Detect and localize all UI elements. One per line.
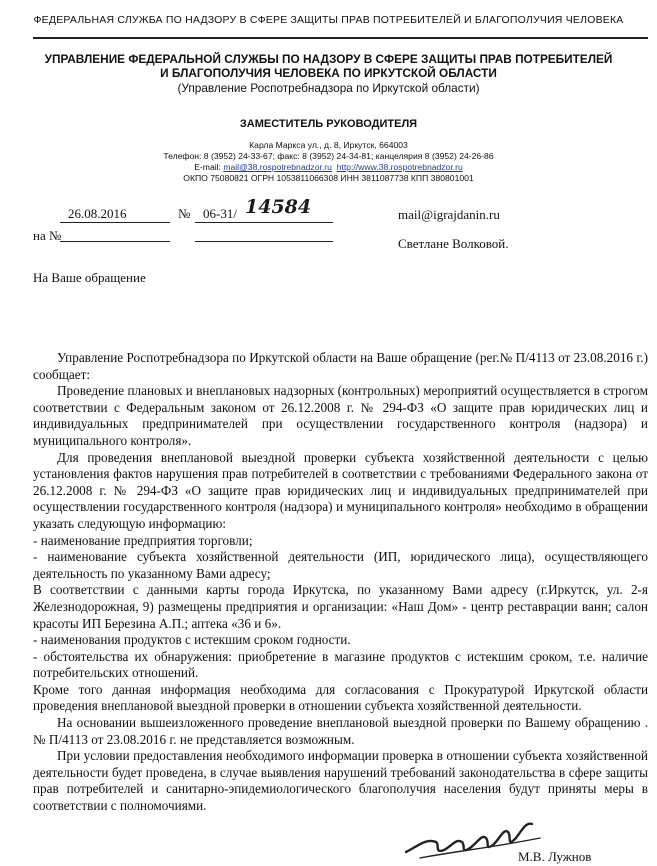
body-paragraph-conclusion: На основании вышеизложенного проведение внеплановой выездной проверки по Вашему обращению .№ П/4113 от 23.08.2016 г. не представляется возможным. (33, 715, 648, 747)
letter-subject: На Ваше обращение (33, 270, 146, 285)
number-underline (195, 222, 333, 223)
ref-date-underline (195, 241, 333, 242)
phones-line: Телефон: 8 (3952) 24-33-67; факс: 8 (3952) 24-34-81; канцелярия 8 (3952) 24-26-86 (163, 151, 494, 161)
letter-body (33, 350, 648, 815)
body-paragraph-legal-basis: Проведение плановых и внеплановых надзорных (контрольных) мероприятий осуществляется в строгом соответствии с Федеральным законом от 26.12.2008 г. № 294-ФЗ «О защите прав юридических лиц и индивидуальных предпринимателей при осуществлении государственного контроля (надзора) и муниципального контроля». (33, 383, 648, 448)
body-paragraph-requirements: Для проведения внеплановой выездной проверки субъекта хозяйственной деятельности с целью установления фактов нарушения прав потребителей в соответствии с требованиями Федерального закона от 26.12.2008 г. № 294-ФЗ «О защите прав юридических лиц и индивидуальных предпринимателей при осуществлении государственного контроля (надзора) и муниципального контроля» необходимо в обращении указать следующую информацию: (33, 449, 648, 531)
body-paragraph-map-data: В соответствии с данными карты города Иркутска, по указанному Вами адресу (г.Иркутск, ул. 2-я Железнодорожная, 9) размещены предприятия и организации: «Наш Дом» - центр реставрации ванн; салон красоты ИП Березина А.П.; аптека «36 и 6». (33, 582, 648, 631)
body-list-item-circumstances: - обстоятельства их обнаружения: приобретение в магазине продуктов с истекшим сроком, т.е. наличие потребительских отношений. (33, 648, 648, 681)
body-paragraph-conditions: При условии предоставления необходимого информации проверка в отношении субъекта хозяйственной деятельности будет проведена, в случае выявления нарушений требований законодательства в сфере защиты прав потребителей и санитарно-эпидемиологического благополучия населения будут приняты меры в соответствии с полномочиями. (33, 748, 648, 814)
reference-label: на № (33, 228, 62, 243)
department-title: ЗАМЕСТИТЕЛЬ РУКОВОДИТЕЛЯ (239, 118, 418, 130)
agency-short-name: (Управление Роспотребнадзора по Иркутской области) (177, 81, 480, 95)
agency-title-line1: УПРАВЛЕНИЕ ФЕДЕРАЛЬНОЙ СЛУЖБЫ ПО НАДЗОРУ В СФЕРЕ ЗАЩИТЫ ПРАВ ПОТРЕБИТЕЛЕЙ (44, 52, 613, 66)
body-list-item-products: - наименования продуктов с истекшим сроком годности. (33, 632, 351, 648)
federal-service-title: ФЕДЕРАЛЬНАЯ СЛУЖБА ПО НАДЗОРУ В СФЕРЕ ЗАЩИТЫ ПРАВ ПОТРЕБИТЕЛЕЙ И БЛАГОПОЛУЧИЯ ЧЕЛОВЕКА (33, 14, 624, 26)
registration-codes: ОКПО 75080821 ОГРН 1053811066308 ИНН 3811087738 КПП 380801001 (183, 173, 474, 183)
signatory-name: М.В. Лужнов (518, 849, 592, 864)
body-list-item-entity-name: - наименование субъекта хозяйственной деятельности (ИП, юридического лица), осуществляющего деятельность по указанному Вами адресу; (33, 549, 648, 581)
website-link[interactable]: http://www.38.rospotrebnadzor.ru (336, 162, 463, 172)
body-list-item-trade-name: - наименование предприятия торговли; (33, 532, 253, 548)
body-paragraph-prosecutor: Кроме того данная информация необходима для согласования с Прокуратурой Иркутской области проведения внеплановой выездной проверки в отношении субъекта хозяйственной деятельности. (33, 681, 648, 714)
number-prefix: 06-31/ (203, 206, 237, 221)
agency-title-line2: И БЛАГОПОЛУЧИЯ ЧЕЛОВЕКА ПО ИРКУТСКОЙ ОБЛАСТИ (160, 66, 497, 80)
address-line: Карла Маркса ул., д. 8, Иркутск, 664003 (249, 140, 408, 150)
number-label: № (178, 206, 191, 221)
date-underline (60, 222, 170, 223)
letter-date: 26.08.2016 (68, 206, 127, 221)
body-paragraph-intro: Управление Роспотребнадзора по Иркутской области на Ваше обращение (рег.№ П/4113 от 23.08.2016 г.) сообщает: (33, 350, 648, 382)
contacts-line (0, 162, 657, 172)
email-label: E-mail: (194, 162, 224, 172)
handwritten-number: 14584 (245, 196, 312, 218)
recipient-name: Светлане Волковой. (398, 236, 509, 251)
email-link[interactable]: mail@38.rospotrebnadzor.ru (223, 162, 332, 172)
header-divider (33, 37, 648, 39)
recipient-email: mail@igrajdanin.ru (398, 207, 500, 222)
ref-number-underline (60, 241, 170, 242)
